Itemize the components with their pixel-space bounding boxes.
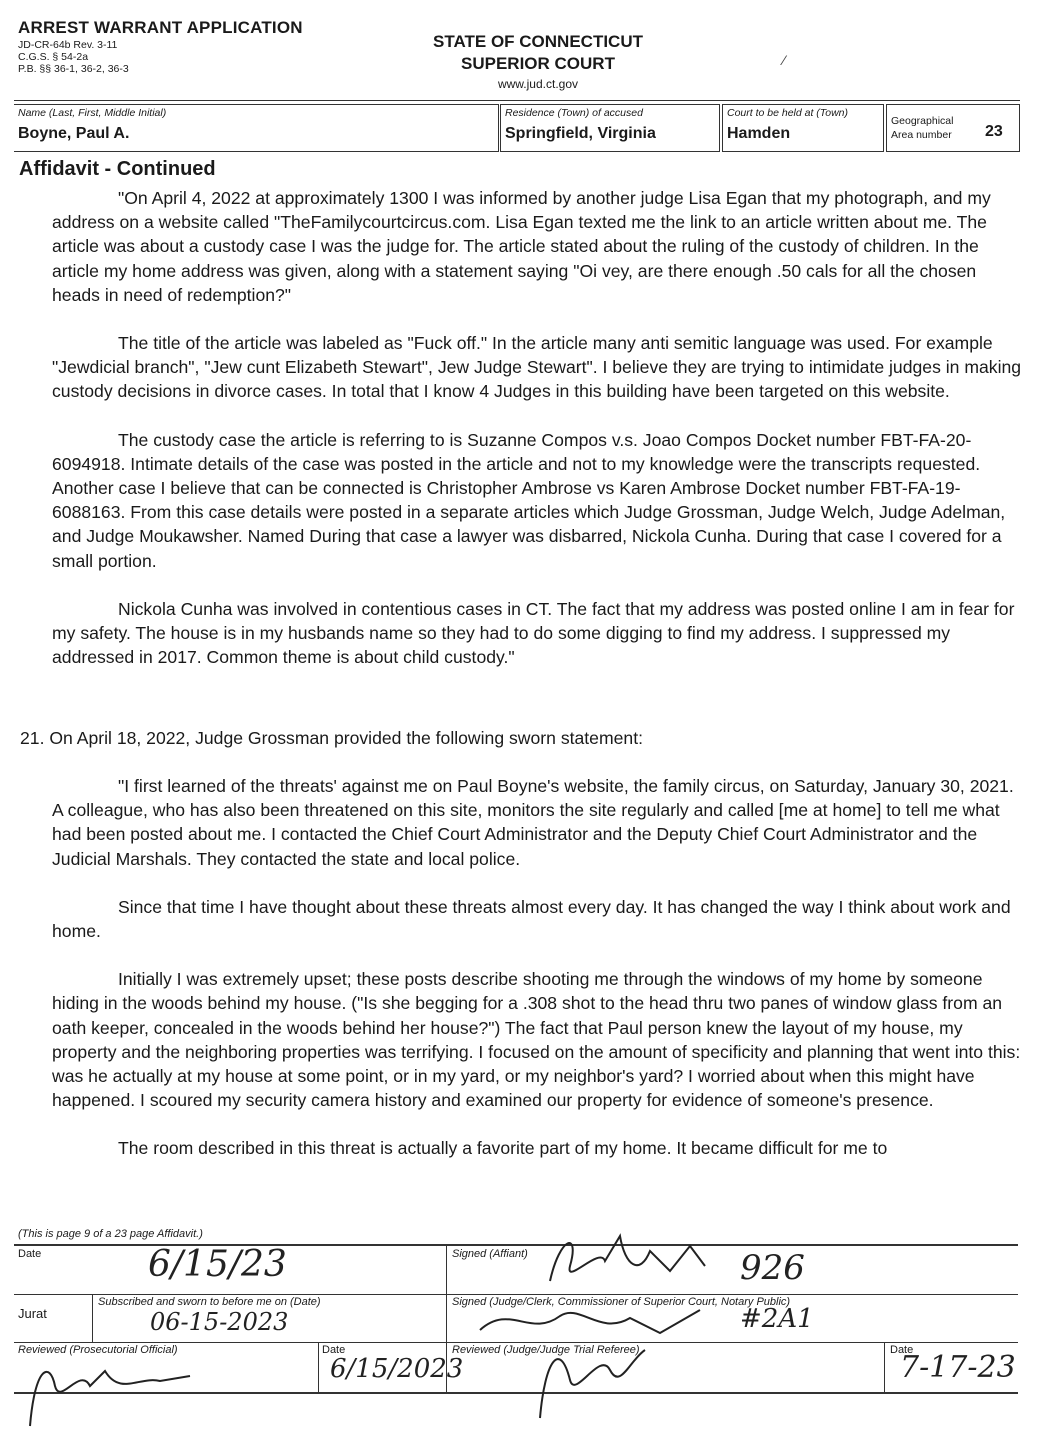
court-town-box	[722, 104, 884, 152]
pen-mark: ⁄	[783, 52, 786, 68]
form-id: JD-CR-64b Rev. 3-11	[18, 39, 118, 51]
final-date: 7-17-23	[900, 1350, 1016, 1385]
form-title: ARREST WARRANT APPLICATION	[18, 18, 303, 37]
section-title: Affidavit - Continued	[19, 158, 216, 180]
name-label: Name (Last, First, Middle Initial)	[18, 107, 167, 119]
court-website: www.jud.ct.gov	[497, 77, 579, 91]
subscribed-label: Subscribed and sworn to before me on (Date)	[98, 1296, 321, 1308]
footer-divider-jurat	[92, 1294, 93, 1342]
header-rule	[14, 100, 1020, 101]
affidavit-body	[52, 186, 1022, 669]
date-label: Date	[18, 1248, 42, 1260]
court-town-label: Court to be held at (Town)	[727, 107, 849, 119]
footer-divider-final	[884, 1342, 885, 1392]
notary-badge: #2A1	[740, 1304, 814, 1334]
final-date-label: Date	[890, 1344, 914, 1356]
affiant-signature	[530, 1226, 730, 1298]
reviewed-date-label: Date	[322, 1344, 346, 1356]
practice-book: P.B. §§ 36-1, 36-2, 36-3	[18, 63, 129, 75]
subscribed-date: 06-15-2023	[150, 1308, 289, 1336]
prosecutor-signature	[10, 1346, 230, 1432]
residence-box	[500, 104, 720, 152]
reviewed-judge-label: Reviewed (Judge/Judge Trial Referee)	[452, 1344, 640, 1356]
residence-label: Residence (Town) of accused	[505, 107, 643, 119]
item-21: 21. On April 18, 2022, Judge Grossman provided the following sworn statement:	[20, 728, 643, 748]
footer-rule-1	[14, 1294, 1018, 1295]
paragraph-1: "On April 4, 2022 at approximately 1300 I was informed by another judge Lisa Egan that my photograph, and my address on a website called "TheFamilycourtcircus.com. Lisa Egan texted me the link to an article written about me. The article was about a custody case I was the judge for. The article stated about the ruling of the custody of children. In the article my home address was given, along with a statement saying "Oi vey, are there enough .50 cals for all the chosen heads in need of redemption?"	[52, 188, 991, 305]
area-box	[886, 104, 1020, 152]
area-label-2: Area number	[891, 129, 952, 141]
jurat-label: Jurat	[18, 1306, 47, 1321]
signed-judge-label: Signed (Judge/Clerk, Commissioner of Superior Court, Notary Public)	[452, 1296, 791, 1308]
residence-value: Springfield, Virginia	[505, 125, 656, 142]
judge-signature	[520, 1330, 660, 1426]
paragraph-6: Since that time I have thought about these threats almost every day. It has changed the way I think about work and home.	[52, 896, 1011, 942]
area-value: 23	[985, 123, 1003, 140]
area-label-1: Geographical	[891, 115, 954, 127]
date-handwritten: 6/15/23	[148, 1244, 287, 1285]
reviewed-date: 6/15/2023	[330, 1354, 464, 1384]
paragraph-2: The title of the article was labeled as "Fuck off." In the article many anti semitic language was used. For example "Jewdicial branch", "Jew cunt Elizabeth Stewart", Jew Judge Stewart". I believe they are trying to intimidate judges in making custody decisions in divorce cases. In total that I know 4 Judges in this building have been targeted on this website.	[52, 333, 1022, 402]
reviewed-prosecutor-label: Reviewed (Prosecutorial Official)	[18, 1344, 178, 1356]
footer-rule-2	[14, 1342, 1018, 1343]
state-name: STATE OF CONNECTICUT	[433, 32, 643, 51]
paragraph-5: "I first learned of the threats' against me on Paul Boyne's website, the family circus, on Saturday, January 30, 2021. A colleague, who has also been threatened on this site, monitors the site regularly and called [me at home] to tell me what had been posted about me. I contacted the Chief Court Administrator and the Deputy Chief Court Administrator and the Judicial Marshals. They contacted the state and local police.	[52, 776, 1014, 869]
grossman-statement	[52, 774, 1022, 1161]
name-value: Boyne, Paul A.	[18, 125, 130, 142]
paragraph-3: The custody case the article is referring to is Suzanne Compos v.s. Joao Compos Docket number FBT-FA-20-6094918. Intimate details of the case was posted in the article and not to my knowledge were the transcripts requested. Another case I believe that can be connected is Christopher Ambrose vs Karen Ambrose Docket number FBT-FA-19-6088163. From this case details were posted in a separate articles which Judge Grossman, Judge Welch, Judge Adelman, and Judge Moukawsher. Named During that case a lawyer was disbarred, Nickola Cunha. During that case I covered for a small portion.	[52, 429, 1006, 571]
court-town-value: Hamden	[727, 125, 791, 142]
signed-affiant-label: Signed (Affiant)	[452, 1248, 528, 1260]
statute: C.G.S. § 54-2a	[18, 51, 89, 63]
court-name: SUPERIOR COURT	[461, 54, 615, 73]
footer-divider-date	[318, 1342, 319, 1392]
paragraph-8: The room described in this threat is actually a favorite part of my home. It became difficult for me to	[118, 1138, 888, 1159]
page-note: (This is page 9 of a 23 page Affidavit.)	[18, 1228, 203, 1240]
paragraph-7: Initially I was extremely upset; these posts describe shooting me through the windows of my home by someone hiding in the woods behind my house. ("Is she begging for a .308 shot to the head thru two panes of window glass from an oath keeper, concealed in the woods behind her house?") The fact that Paul person knew the layout of my house, my property and the neighboring properties was terrifying. I focused on the amount of specificity and planning that went into this: was he actually at my house at some point, or in my yard, or my neighbor's yard? I worried about when this might have happened. I scoured my security camera history and examined our property for evidence of someone's presence.	[52, 969, 1021, 1111]
affiant-badge: 926	[740, 1248, 805, 1288]
paragraph-4: Nickola Cunha was involved in contentious cases in CT. The fact that my address was posted online I am in fear for my safety. The house is in my husbands name so they had to do some digging to find my address. I suppressed my addressed in 2017. Common theme is about child custody."	[52, 598, 1015, 668]
name-box	[14, 104, 499, 152]
